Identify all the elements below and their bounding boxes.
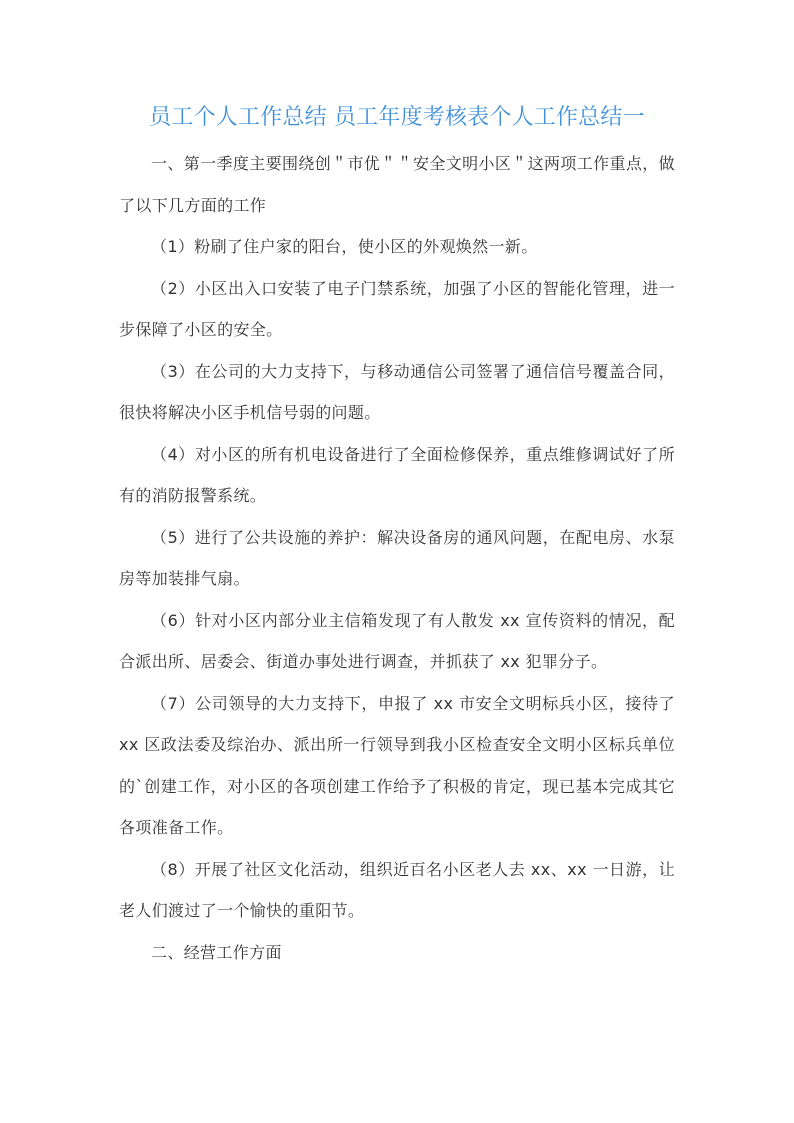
- paragraph-6: （5）进行了公共设施的养护：解决设备房的通风问题，在配电房、水泵房等加装排气扇。: [119, 527, 675, 588]
- paragraph-1: 一、第一季度主要围绕创＂市优＂＂安全文明小区＂这两项工作重点，做了以下几方面的工作: [119, 154, 675, 215]
- paragraph-3: （2）小区出入口安装了电子门禁系统，加强了小区的智能化管理，进一步保障了小区的安全。: [119, 278, 675, 339]
- section-heading: 二、经营工作方面: [151, 942, 282, 962]
- paragraph-2: （1）粉刷了住户家的阳台，使小区的外观焕然一新。: [151, 237, 538, 256]
- paragraph-4: （3）在公司的大力支持下，与移动通信公司签署了通信信号覆盖合同，很快将解决小区手机信号弱的问题。: [119, 361, 675, 422]
- document-body: [119, 143, 675, 973]
- page-title: 员工个人工作总结 员工年度考核表个人工作总结一: [149, 105, 645, 130]
- paragraph-9: （8）开展了社区文化活动，组织近百名小区老人去 xx、xx 一日游，让老人们渡过了一个愉快的重阳节。: [119, 859, 675, 920]
- paragraph-8: （7）公司领导的大力支持下，申报了 xx 市安全文明标兵小区，接待了 xx 区政法委及综治办、派出所一行领导到我小区检查安全文明小区标兵单位的`创建工作，对小区的各项创建工作给予了积极的肯定，现已基本完成其它各项准备工作。: [119, 693, 675, 837]
- paragraph-5: （4）对小区的所有机电设备进行了全面检修保养，重点维修调试好了所有的消防报警系统。: [119, 444, 675, 505]
- paragraph-7: （6）针对小区内部分业主信箱发现了有人散发 xx 宣传资料的情况，配合派出所、居委会、街道办事处进行调查，并抓获了 xx 犯罪分子。: [119, 610, 675, 671]
